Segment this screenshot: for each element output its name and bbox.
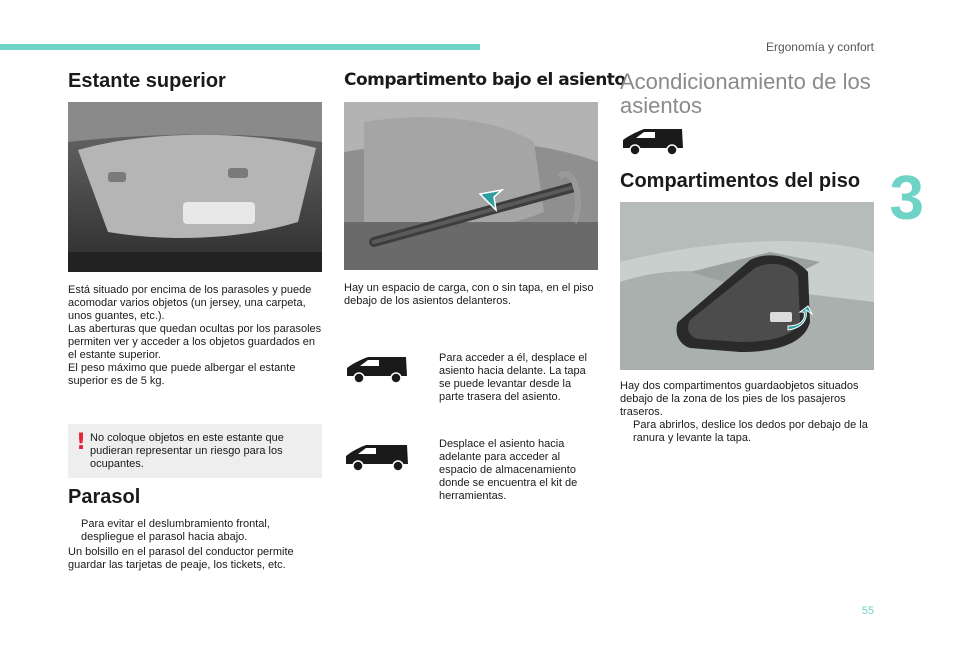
chapter-number: 3 <box>889 164 924 233</box>
warning-icon: ! <box>76 430 87 455</box>
page-number: 55 <box>861 605 874 617</box>
warning-text: No coloque objetos en este estante que pudieran representar un riesgo para los ocupantes. <box>90 432 284 470</box>
compartimentos-piso-bullet: Para abrirlos, deslice los dedos por debajo de la ranura y levante la tapa. <box>633 419 868 444</box>
compartimento-paragraph: Hay un espacio de carga, con o sin tapa, en el piso debajo de los asientos delanteros. <box>344 282 594 307</box>
van-icon <box>344 354 410 384</box>
estante-paragraph-2: Las aberturas que quedan ocultas por los parasoles permiten ver y acceder a los objetos guardados en el estante superior. <box>68 323 322 361</box>
parasol-paragraph: Un bolsillo en el parasol del conductor permite guardar las tarjetas de peaje, los tickets, etc. <box>68 546 294 571</box>
compartimento-bullet-1: Para acceder a él, desplace el asiento hacia delante. La tapa se puede levantar desde la parte trasera del asiento. <box>439 352 587 403</box>
section-title-compartimentos-piso: Compartimentos del piso <box>620 170 861 192</box>
section-title-parasol: Parasol <box>68 486 141 508</box>
floor-compartment-photo <box>620 202 874 370</box>
compartimentos-piso-paragraph: Hay dos compartimentos guardaobjetos situados debajo de la zona de los pies de los pasajeros traseros. <box>620 380 859 418</box>
van-long-icon <box>344 442 410 472</box>
estante-paragraph-3: El peso máximo que puede albergar el estante superior es de 5 kg. <box>68 362 296 387</box>
compartimento-bullet-2: Desplace el asiento hacia adelante para acceder al espacio de almacenamiento donde se encuentra el kit de herramientas. <box>439 438 578 502</box>
header-accent-bar <box>0 44 480 50</box>
under-seat-compartment-photo <box>344 102 598 270</box>
estante-paragraph: Está situado por encima de los parasoles y puede acomodar varios objetos (un jersey, una carpeta, unos guantes, etc.). <box>68 284 312 322</box>
section-title-compartimento: Compartimento bajo el asiento <box>344 70 626 90</box>
overhead-shelf-photo <box>68 102 322 272</box>
chapter-title: Ergonomía y confort <box>765 40 874 54</box>
section-title-estante: Estante superior <box>68 70 226 92</box>
warning-box <box>68 424 322 478</box>
parasol-bullet: Para evitar el deslumbramiento frontal, despliegue el parasol hacia abajo. <box>81 518 270 543</box>
van-icon <box>620 126 686 156</box>
section-title-acondicionamiento: Acondicionamiento de los asientos <box>620 69 871 118</box>
